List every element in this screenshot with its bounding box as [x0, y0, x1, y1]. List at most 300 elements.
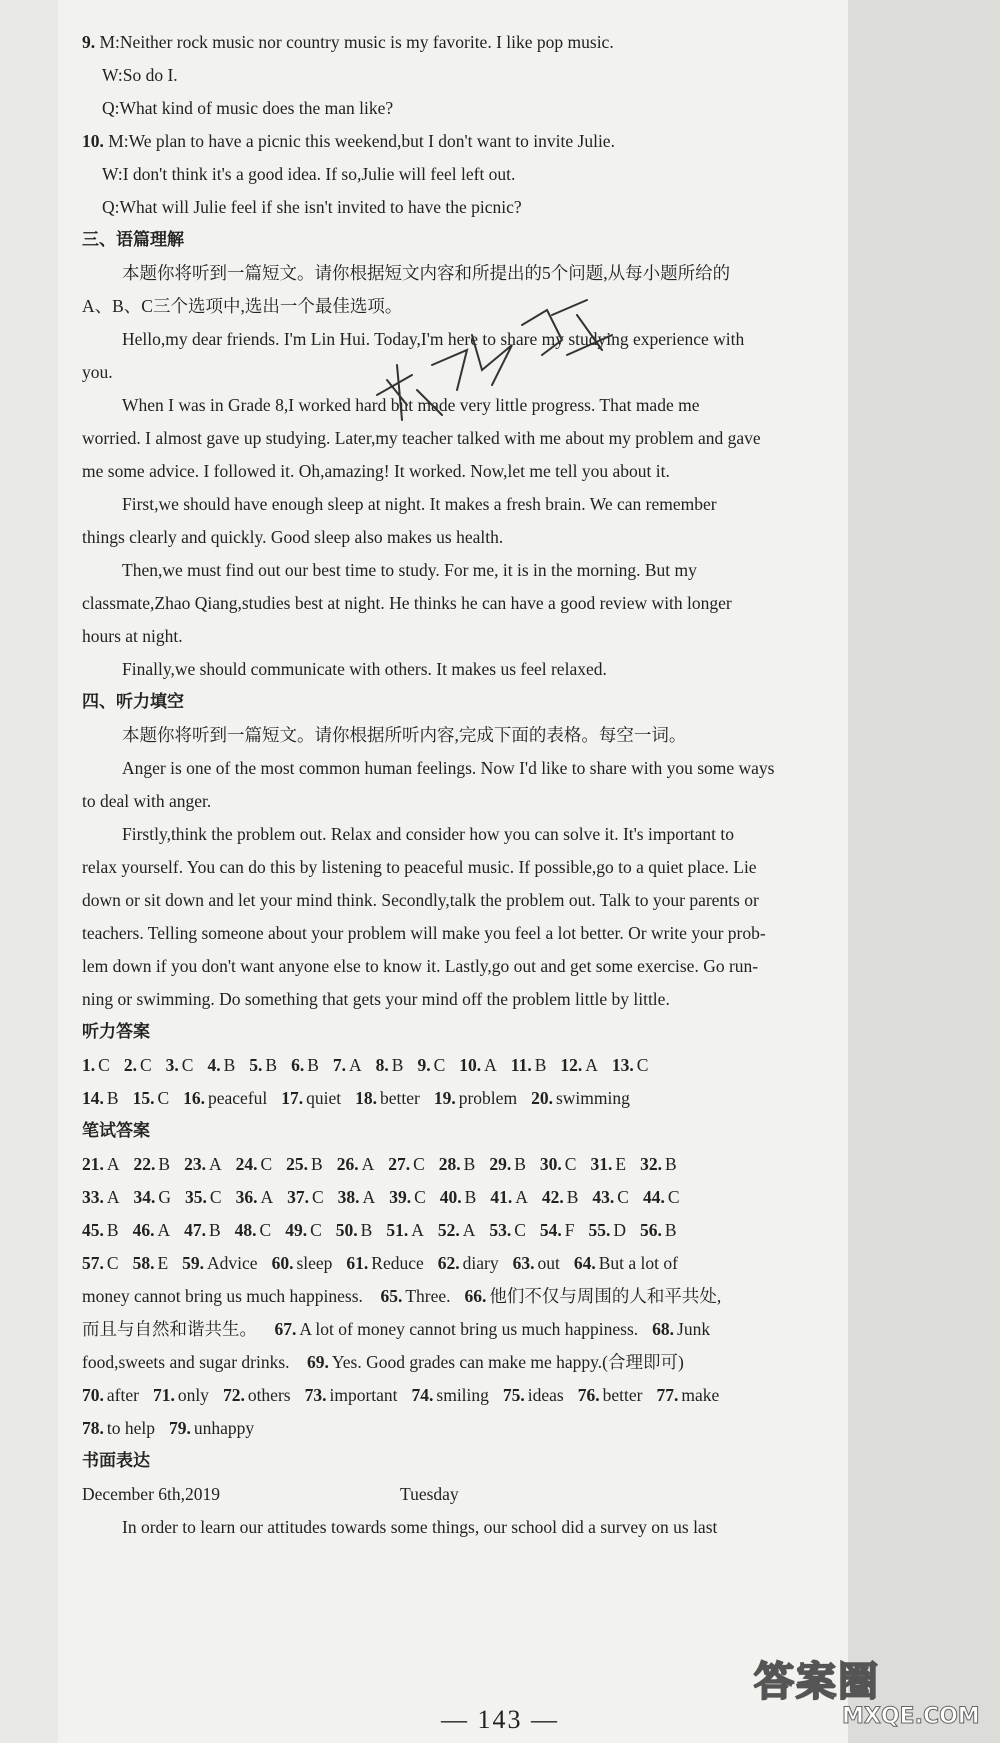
answer-item: [82, 1385, 139, 1405]
answer-number: 72.: [222, 1385, 245, 1405]
answer-number: 47.: [184, 1220, 206, 1240]
passage-line: you.: [82, 362, 113, 382]
answer-value: G: [158, 1187, 172, 1207]
answer-value: A lot of money cannot bring us much happiness.: [299, 1319, 639, 1339]
answer-value: C: [98, 1055, 110, 1075]
answer-number: 68.: [652, 1319, 675, 1339]
answer-number: 71.: [152, 1385, 175, 1405]
answer-number: 16.: [183, 1088, 205, 1108]
writing-date-row: [82, 1478, 794, 1511]
answer-value: only: [177, 1385, 209, 1405]
answer-item: [169, 1418, 254, 1438]
answer-value: diary: [462, 1253, 499, 1273]
answer-value: A: [585, 1055, 598, 1075]
written-answers-title: 笔试答案: [82, 1121, 150, 1141]
answer-number: 19.: [433, 1088, 456, 1108]
answer-value: C: [414, 1187, 426, 1207]
answer-item: [459, 1055, 497, 1075]
next-page-edge: [848, 0, 1000, 1743]
answer-value: C: [310, 1220, 322, 1240]
answer-number: 50.: [335, 1220, 358, 1240]
answer-key-content: [82, 26, 794, 1544]
answer-number: 59.: [182, 1253, 205, 1273]
answer-item: [236, 1154, 273, 1174]
answer-item: [291, 1055, 319, 1075]
passage-line: 本题你将听到一篇短文。请你根据短文内容和所提出的5个问题,从每小题所给的: [122, 263, 731, 283]
answer-value: B: [106, 1220, 119, 1240]
answer-value: B: [307, 1055, 319, 1075]
answer-value: B: [158, 1154, 171, 1174]
dialogue-line: [82, 59, 794, 92]
answer-value: But a lot of: [598, 1253, 678, 1273]
answer-number: 58.: [132, 1253, 155, 1273]
dialogue-text: Q:What will Julie feel if she isn't invited to have the picnic?: [102, 197, 522, 217]
answer-value: after: [106, 1385, 139, 1405]
answer-number: 6.: [291, 1055, 305, 1075]
answer-item: [513, 1253, 560, 1273]
answer-value: B: [223, 1055, 236, 1075]
answer-item: [542, 1187, 579, 1207]
answer-value: A: [411, 1220, 424, 1240]
answer-number: 32.: [640, 1154, 662, 1174]
dialogue-line: [82, 92, 794, 125]
answer-number: 77.: [656, 1385, 679, 1405]
answer-value: swimming: [555, 1088, 630, 1108]
answer-number: 43.: [592, 1187, 615, 1207]
answer-item: [236, 1187, 274, 1207]
answer-item: [153, 1385, 209, 1405]
question-number: 9.: [82, 32, 96, 52]
written-answers-row-7: [82, 1346, 794, 1379]
watermark-url: MXQE.COM: [842, 1704, 980, 1729]
answer-number: 70.: [82, 1385, 104, 1405]
answer-value: F: [564, 1220, 575, 1240]
answer-item: [389, 1187, 426, 1207]
written-answers-row-8: [82, 1379, 794, 1412]
answer-value: B: [106, 1088, 119, 1108]
answer-value: C: [139, 1055, 152, 1075]
answer-item: [438, 1220, 476, 1240]
answer-number: 69.: [307, 1352, 329, 1372]
answer-value: Yes. Good grades can make me happy.(合理即可): [331, 1352, 684, 1372]
answer-item: [285, 1220, 322, 1240]
answer-number: 14.: [82, 1088, 104, 1108]
answer-number: 26.: [336, 1154, 359, 1174]
passage-line: Firstly,think the problem out. Relax and consider how you can solve it. It's important to: [122, 824, 734, 844]
answer-number: 56.: [640, 1220, 662, 1240]
answer-item: [338, 1187, 376, 1207]
answer-value: B: [360, 1220, 373, 1240]
answer-item: [531, 1088, 630, 1108]
answer-item: [235, 1220, 272, 1240]
answer-item: [434, 1088, 517, 1108]
answer-number: 38.: [337, 1187, 360, 1207]
answer-item: [166, 1055, 194, 1075]
answer-item: [376, 1055, 404, 1075]
answer-item: [272, 1253, 333, 1273]
answer-value: C: [181, 1055, 194, 1075]
answer-number: 28.: [438, 1154, 461, 1174]
answer-number: 79.: [169, 1418, 191, 1438]
answer-value: Three.: [405, 1286, 451, 1306]
answer-number: 51.: [386, 1220, 409, 1240]
section-3-body: [82, 257, 794, 686]
answer-number: 2.: [123, 1055, 137, 1075]
answer-item: [182, 1253, 257, 1273]
answer-number: 66.: [464, 1286, 487, 1306]
answer-number: 23.: [184, 1154, 206, 1174]
answer-item: [185, 1187, 222, 1207]
listening-answers-row-2: [82, 1082, 794, 1115]
answer-item: [489, 1220, 526, 1240]
answer-value: A: [157, 1220, 171, 1240]
answer-number: 33.: [82, 1187, 104, 1207]
dialogue-line: [82, 125, 794, 158]
answer-number: 27.: [388, 1154, 411, 1174]
passage-line: Finally,we should communicate with others. It makes us feel relaxed.: [122, 659, 607, 679]
written-answers-row-5: [82, 1280, 794, 1313]
answer-item: [511, 1055, 547, 1075]
written-answers-row-9: [82, 1412, 794, 1445]
answer-number: 4.: [207, 1055, 221, 1075]
answer-value: A: [208, 1154, 222, 1174]
answer-item: [574, 1253, 678, 1273]
answer-number: 78.: [82, 1418, 104, 1438]
answer-number: 18.: [355, 1088, 378, 1108]
answer-number: 42.: [541, 1187, 564, 1207]
passage-line: Then,we must find out our best time to study. For me, it is in the morning. But my: [122, 560, 697, 580]
answer-number: 36.: [235, 1187, 258, 1207]
answer-number: 52.: [437, 1220, 460, 1240]
answer-number: 63.: [512, 1253, 535, 1273]
answer-number: 73.: [304, 1385, 327, 1405]
answer-value: better: [380, 1088, 420, 1108]
answer-value: A: [515, 1187, 528, 1207]
answer-value: others: [247, 1385, 291, 1405]
passage-line: worried. I almost gave up studying. Later,my teacher talked with me about my problem and gave: [82, 428, 761, 448]
answer-value: peaceful: [208, 1088, 268, 1108]
written-answers-row-2: [82, 1181, 794, 1214]
answer-item: [82, 1154, 120, 1174]
answer-value: B: [311, 1154, 323, 1174]
site-watermark: [748, 1648, 986, 1740]
writing-first-line: In order to learn our attitudes towards some things, our school did a survey on us last: [122, 1517, 718, 1537]
answer-number: 7.: [332, 1055, 346, 1075]
answer-value: quiet: [306, 1088, 342, 1108]
answer-item: [134, 1154, 171, 1174]
answer-number: 61.: [346, 1253, 369, 1273]
answer-number: 15.: [132, 1088, 155, 1108]
answer-value: C: [413, 1154, 425, 1174]
passage-line: A、B、C三个选项中,选出一个最佳选项。: [82, 296, 403, 316]
writing-day: Tuesday: [400, 1484, 459, 1504]
answer-item: [133, 1088, 170, 1108]
answer-value: B: [664, 1154, 677, 1174]
answer-value: A: [361, 1154, 375, 1174]
answer-number: 62.: [437, 1253, 460, 1273]
answer-item: [440, 1187, 477, 1207]
answer-number: 64.: [573, 1253, 596, 1273]
answer-item: [612, 1055, 649, 1075]
passage-line: me some advice. I followed it. Oh,amazing! It worked. Now,let me tell you about it.: [82, 461, 670, 481]
answer-value: sleep: [296, 1253, 333, 1273]
answer-value: A: [260, 1187, 274, 1207]
answer-number: 5.: [249, 1055, 263, 1075]
answer-item: [643, 1187, 680, 1207]
answer-value: smiling: [436, 1385, 489, 1405]
answer-item: [652, 1319, 710, 1339]
answer-item: [590, 1154, 626, 1174]
answer-item: [417, 1055, 445, 1075]
dialogue-text: M:Neither rock music nor country music is my favorite. I like pop music.: [95, 32, 614, 52]
answer-value: C: [564, 1154, 577, 1174]
answer-value: C: [514, 1220, 526, 1240]
answer-number: 25.: [286, 1154, 309, 1174]
answer-continuation: food,sweets and sugar drinks.: [82, 1352, 290, 1372]
answer-item: [184, 1220, 221, 1240]
answer-item: [490, 1187, 528, 1207]
answer-item: [656, 1385, 719, 1405]
answer-value: problem: [458, 1088, 518, 1108]
answer-continuation: 而且与自然和谐共生。: [82, 1319, 257, 1339]
answer-value: C: [209, 1187, 222, 1207]
answer-value: A: [106, 1154, 120, 1174]
answer-item: [249, 1055, 277, 1075]
answer-item: [82, 1418, 155, 1438]
answer-value: B: [265, 1055, 278, 1075]
answer-continuation: money cannot bring us much happiness.: [82, 1286, 363, 1306]
answer-item: [133, 1220, 171, 1240]
answer-number: 54.: [539, 1220, 562, 1240]
answer-item: [540, 1154, 577, 1174]
answer-number: 35.: [185, 1187, 207, 1207]
answer-number: 48.: [234, 1220, 257, 1240]
answer-item: [82, 1055, 110, 1075]
passage-line: hours at night.: [82, 626, 183, 646]
passage-line: ning or swimming. Do something that gets your mind off the problem little by little.: [82, 989, 670, 1009]
answer-value: C: [259, 1220, 272, 1240]
answer-number: 53.: [489, 1220, 512, 1240]
answer-value: to help: [106, 1418, 155, 1438]
answer-item: [346, 1253, 423, 1273]
answer-number: 46.: [132, 1220, 155, 1240]
answer-number: 49.: [285, 1220, 308, 1240]
answer-number: 34.: [133, 1187, 156, 1207]
answer-number: 37.: [287, 1187, 309, 1207]
answer-item: [333, 1055, 362, 1075]
answer-item: [82, 1220, 119, 1240]
answer-value: Advice: [207, 1253, 258, 1273]
answer-number: 20.: [531, 1088, 553, 1108]
answer-number: 67.: [274, 1319, 297, 1339]
dialogue-text: Q:What kind of music does the man like?: [102, 98, 394, 118]
answer-number: 29.: [489, 1154, 512, 1174]
passage-line: First,we should have enough sleep at night. It makes a fresh brain. We can remember: [122, 494, 717, 514]
answer-item: [388, 1154, 425, 1174]
watermark-logo-text: 答案圈: [754, 1659, 880, 1705]
answer-value: C: [667, 1187, 680, 1207]
answer-value: C: [260, 1154, 273, 1174]
answer-item: [439, 1154, 476, 1174]
answer-value: C: [433, 1055, 446, 1075]
answer-number: 13.: [611, 1055, 634, 1075]
answer-number: 12.: [560, 1055, 583, 1075]
answer-number: 30.: [539, 1154, 562, 1174]
answer-value: A: [462, 1220, 476, 1240]
answer-number: 74.: [411, 1385, 434, 1405]
answer-number: 17.: [281, 1088, 304, 1108]
answer-item: [305, 1385, 398, 1405]
answer-number: 10.: [459, 1055, 482, 1075]
answer-value: C: [617, 1187, 629, 1207]
dialogue-line: [82, 26, 794, 59]
passage-line: things clearly and quickly. Good sleep also makes us health.: [82, 527, 504, 547]
passage-line: 本题你将听到一篇短文。请你根据所听内容,完成下面的表格。每空一词。: [122, 725, 687, 745]
answer-item: [589, 1220, 627, 1240]
answer-item: [336, 1220, 373, 1240]
answer-value: E: [157, 1253, 169, 1273]
answer-item: [503, 1385, 564, 1405]
answer-number: 1.: [82, 1055, 96, 1075]
written-answers-row-6: [82, 1313, 794, 1346]
answer-value: B: [534, 1055, 547, 1075]
passage-line: classmate,Zhao Qiang,studies best at night. He thinks he can have a good review with longer: [82, 593, 732, 613]
answer-value: A: [106, 1187, 120, 1207]
listening-answers-title: 听力答案: [82, 1022, 150, 1042]
answer-item: [287, 1187, 324, 1207]
page-number: — 143 —: [441, 1705, 559, 1734]
answer-number: 21.: [82, 1154, 104, 1174]
dialogue-text: W:So do I.: [102, 65, 178, 85]
passage-line: relax yourself. You can do this by listening to peaceful music. If possible,go to a quiet place. Lie: [82, 857, 757, 877]
answer-item: [134, 1187, 172, 1207]
section-4-title: 四、听力填空: [82, 692, 184, 712]
answer-number: 31.: [590, 1154, 613, 1174]
answer-value: out: [537, 1253, 560, 1273]
answer-value: B: [514, 1154, 526, 1174]
answer-item: [286, 1154, 323, 1174]
answer-item: [307, 1352, 684, 1372]
answer-item: [578, 1385, 643, 1405]
answer-value: B: [566, 1187, 579, 1207]
answer-number: 75.: [502, 1385, 525, 1405]
answer-item: [82, 1088, 119, 1108]
answer-value: ideas: [527, 1385, 564, 1405]
answer-value: B: [664, 1220, 677, 1240]
answer-value: 他们不仅与周围的人和平共处,: [489, 1286, 722, 1306]
answer-item: [82, 1253, 119, 1273]
passage-line: to deal with anger.: [82, 791, 212, 811]
question-number: 10.: [82, 131, 104, 151]
answer-value: C: [106, 1253, 119, 1273]
passage-line: lem down if you don't want anyone else to know it. Lastly,go out and get some exercise. Go run-: [82, 956, 759, 976]
answer-item: [438, 1253, 499, 1273]
answer-value: A: [484, 1055, 497, 1075]
answer-item: [560, 1055, 598, 1075]
answer-item: [223, 1385, 291, 1405]
writing-title: 书面表达: [82, 1451, 150, 1471]
section-3-title: 三、语篇理解: [82, 230, 184, 250]
answer-value: C: [157, 1088, 170, 1108]
answer-item: [489, 1154, 526, 1174]
answer-item: [592, 1187, 629, 1207]
answer-item: [281, 1088, 341, 1108]
answer-number: 57.: [82, 1253, 104, 1273]
answer-number: 24.: [235, 1154, 258, 1174]
dialogue-line: [82, 158, 794, 191]
answer-item: [386, 1220, 424, 1240]
passage-line: down or sit down and let your mind think. Secondly,talk the problem out. Talk to your parents or: [82, 890, 759, 910]
answer-value: A: [362, 1187, 376, 1207]
dialogues: [82, 26, 794, 224]
answer-number: 11.: [510, 1055, 532, 1075]
answer-number: 45.: [82, 1220, 104, 1240]
answer-item: [82, 1187, 120, 1207]
answer-value: B: [464, 1187, 477, 1207]
listening-answers-row-1: [82, 1049, 794, 1082]
answer-item: [540, 1220, 575, 1240]
passage-line: Anger is one of the most common human feelings. Now I'd like to share with you some ways: [122, 758, 775, 778]
answer-item: [640, 1220, 677, 1240]
written-answers-row-1: [82, 1148, 794, 1181]
answer-value: important: [329, 1385, 398, 1405]
answer-item: [207, 1055, 235, 1075]
answer-number: 8.: [375, 1055, 389, 1075]
answer-item: [640, 1154, 677, 1174]
answer-item: [465, 1286, 722, 1306]
answer-number: 55.: [588, 1220, 611, 1240]
answer-item: [337, 1154, 375, 1174]
answer-item: [183, 1088, 267, 1108]
passage-line: Hello,my dear friends. I'm Lin Hui. Today,I'm here to share my studying experience with: [122, 329, 745, 349]
writing-date: December 6th,2019: [82, 1484, 221, 1504]
answer-number: 39.: [389, 1187, 412, 1207]
answer-item: [124, 1055, 152, 1075]
answer-value: C: [311, 1187, 324, 1207]
answer-value: better: [602, 1385, 643, 1405]
answer-value: make: [681, 1385, 720, 1405]
answer-value: C: [636, 1055, 649, 1075]
answer-value: B: [208, 1220, 221, 1240]
answer-number: 41.: [490, 1187, 513, 1207]
answer-number: 22.: [133, 1154, 156, 1174]
answer-item: [412, 1385, 489, 1405]
answer-value: E: [615, 1154, 627, 1174]
section-4-body: [82, 719, 794, 1016]
answer-value: Reduce: [371, 1253, 424, 1273]
answer-item: [355, 1088, 420, 1108]
answer-number: 40.: [439, 1187, 462, 1207]
answer-number: 65.: [380, 1286, 403, 1306]
answer-number: 44.: [642, 1187, 665, 1207]
answer-item: [275, 1319, 639, 1339]
answer-number: 3.: [165, 1055, 179, 1075]
written-answers-row-3: [82, 1214, 794, 1247]
answer-number: 76.: [577, 1385, 600, 1405]
written-answers-row-4: [82, 1247, 794, 1280]
answer-value: D: [613, 1220, 627, 1240]
answer-value: B: [463, 1154, 476, 1174]
answer-item: [133, 1253, 169, 1273]
answer-value: Junk: [677, 1319, 711, 1339]
dialogue-line: [82, 191, 794, 224]
dialogue-text: W:I don't think it's a good idea. If so,Julie will feel left out.: [102, 164, 516, 184]
answer-value: B: [391, 1055, 404, 1075]
answer-item: [380, 1286, 450, 1306]
answer-number: 9.: [417, 1055, 431, 1075]
answer-value: A: [349, 1055, 362, 1075]
answer-value: unhappy: [193, 1418, 255, 1438]
